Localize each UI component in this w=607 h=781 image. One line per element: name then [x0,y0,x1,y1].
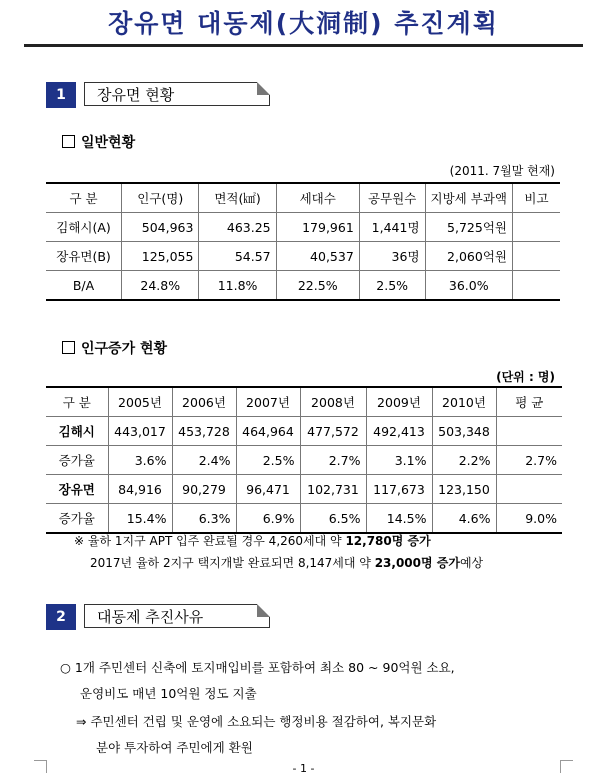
population-growth-heading [62,340,167,358]
footnote-2-suffix: 예상 [459,556,484,570]
footnote-1 [74,530,431,552]
header-cell: 세대수 [276,183,359,213]
general-status-heading [62,134,135,152]
section-2-label: 대동제 추진사유 [84,604,270,628]
table-row [46,213,560,242]
table-cell [512,242,560,271]
reason-line-2: 운영비도 매년 10억원 정도 지출 [80,686,257,701]
section-1-label: 장유면 현황 [84,82,270,106]
table-cell: 125,055 [122,242,199,271]
footnote-1-text: ※ 율하 1지구 APT 입주 완료될 경우 4,260세대 약 [74,534,346,548]
table-cell [512,271,560,301]
table-cell: 22.5% [276,271,359,301]
table-cell: 6.3% [172,504,236,534]
header-cell: 구 분 [46,183,122,213]
header-cell: 2008년 [300,387,366,417]
footnote-2 [90,552,483,574]
table-cell: 453,728 [172,417,236,446]
table-cell: 179,961 [276,213,359,242]
header-cell: 인구(명) [122,183,199,213]
title-underline [24,44,583,47]
header-cell: 비고 [512,183,560,213]
table-cell: 117,673 [366,475,432,504]
table-cell: 36명 [359,242,425,271]
population-growth-table [46,386,562,534]
table-cell: 96,471 [236,475,300,504]
header-cell: 지방세 부과액 [425,183,512,213]
header-cell: 2006년 [172,387,236,417]
section-2-number: 2 [46,604,76,630]
crop-mark-left [34,760,47,773]
table-cell: 503,348 [432,417,496,446]
general-status-table [46,182,560,301]
header-cell: 2007년 [236,387,300,417]
unit-note: (단위 : 명) [496,370,555,384]
table-cell: 6.5% [300,504,366,534]
table-header-row [46,183,560,213]
table-cell: 11.8% [199,271,276,301]
table-cell: 5,725억원 [425,213,512,242]
table-cell: 1,441명 [359,213,425,242]
crop-mark-right [560,760,573,773]
table-cell: 3.6% [108,446,172,475]
table-cell: 2.7% [496,446,562,475]
row-label: 장유면 [46,475,108,504]
row-label: B/A [46,271,122,301]
table-cell: 2.4% [172,446,236,475]
section-1-number: 1 [46,82,76,108]
table-cell: 3.1% [366,446,432,475]
table-row [46,417,562,446]
table-cell: 9.0% [496,504,562,534]
reason-line-1: ○ 1개 주민센터 신축에 토지매입비를 포함하여 최소 80 ~ 90억원 소요, [60,660,455,675]
page-number: - 1 - [292,762,315,775]
footnote-1-emphasis: 12,780명 증가 [345,534,431,548]
row-label: 김해시 [46,417,108,446]
table-cell [496,475,562,504]
table-cell: 492,413 [366,417,432,446]
table-cell: 14.5% [366,504,432,534]
table-cell: 443,017 [108,417,172,446]
row-label: 장유면(B) [46,242,122,271]
table-row [46,475,562,504]
population-growth-label: 인구증가 현황 [81,341,168,357]
header-cell: 2005년 [108,387,172,417]
table-cell: 36.0% [425,271,512,301]
table-cell: 15.4% [108,504,172,534]
row-label: 김해시(A) [46,213,122,242]
general-status-label: 일반현황 [81,135,136,151]
table-row [46,446,562,475]
reason-line-3: ⇒ 주민센터 건립 및 운영에 소요되는 행정비용 절감하여, 복지문화 [76,714,437,729]
table-cell: 123,150 [432,475,496,504]
table-cell: 464,964 [236,417,300,446]
header-cell: 면적(㎢) [199,183,276,213]
table-cell: 102,731 [300,475,366,504]
row-label: 증가율 [46,446,108,475]
table-cell: 40,537 [276,242,359,271]
checkbox-square-icon [62,135,75,148]
reason-line-4: 분야 투자하여 주민에게 환원 [96,740,253,755]
table-cell: 2.5% [236,446,300,475]
header-cell: 2010년 [432,387,496,417]
header-cell: 2009년 [366,387,432,417]
table-cell: 2.7% [300,446,366,475]
table-cell: 4.6% [432,504,496,534]
table-cell [512,213,560,242]
table-header-row [46,387,562,417]
table-cell: 477,572 [300,417,366,446]
table-cell: 2.5% [359,271,425,301]
table-row [46,504,562,534]
header-cell: 구 분 [46,387,108,417]
table-cell: 2.2% [432,446,496,475]
table-cell: 2,060억원 [425,242,512,271]
checkbox-square-icon [62,341,75,354]
table-cell: 6.9% [236,504,300,534]
table-row [46,242,560,271]
table-cell: 54.57 [199,242,276,271]
header-cell: 평 균 [496,387,562,417]
footnote-2-emphasis: 23,000명 증가 [374,556,460,570]
header-cell: 공무원수 [359,183,425,213]
page-title: 장유면 대동제(大洞制) 추진계획 [108,9,499,38]
table-row [46,271,560,301]
table-cell: 90,279 [172,475,236,504]
table-cell: 84,916 [108,475,172,504]
row-label: 증가율 [46,504,108,534]
table-cell: 463.25 [199,213,276,242]
table-cell: 24.8% [122,271,199,301]
date-note: (2011. 7월말 현재) [449,164,555,178]
footnote-2-text: 2017년 율하 2지구 택지개발 완료되면 8,147세대 약 [90,556,375,570]
table-cell: 504,963 [122,213,199,242]
table-cell [496,417,562,446]
